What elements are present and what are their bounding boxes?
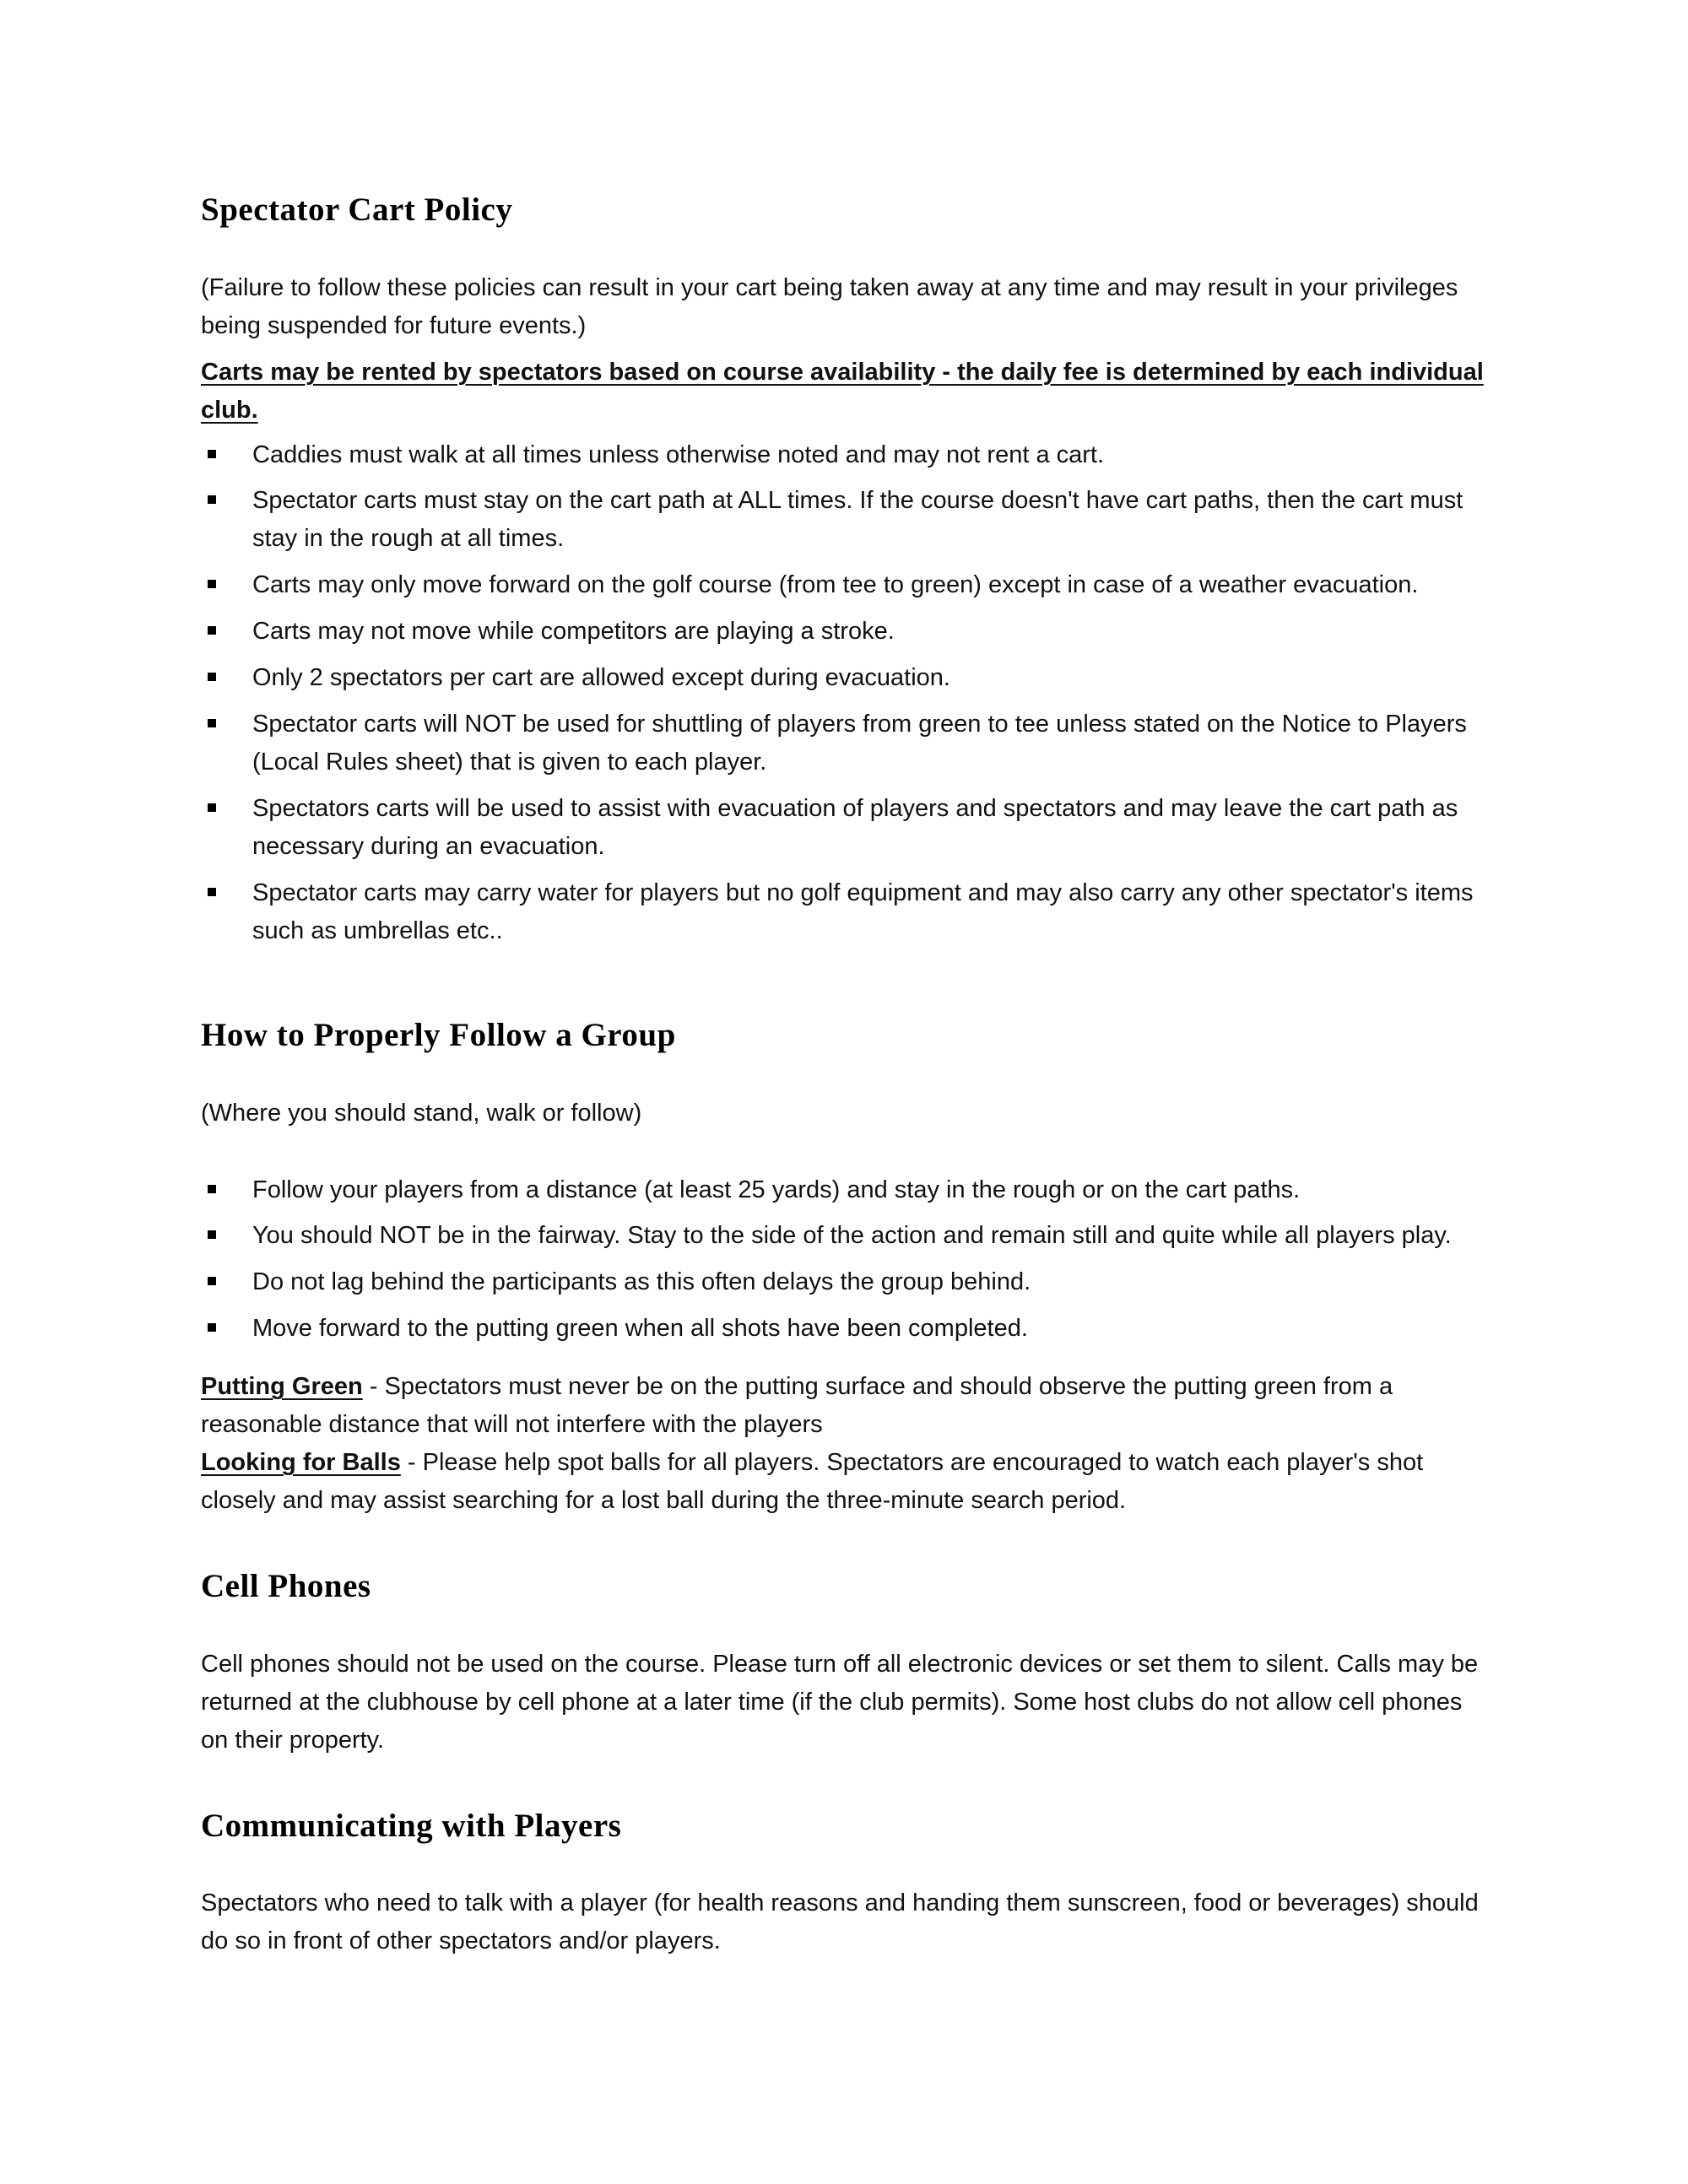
- putting-green-text: - Spectators must never be on the putting surface and should observe the putting green from a reasonable distance that will not interfere with the players: [201, 1373, 1393, 1439]
- list-item-text: Only 2 spectators per cart are allowed except during evacuation.: [252, 664, 950, 692]
- cart-policy-bullet-list: [201, 436, 1485, 950]
- putting-green-paragraph: [201, 1368, 1485, 1444]
- square-bullet-icon: [208, 1185, 216, 1193]
- list-item-text: Caddies must walk at all times unless otherwise noted and may not rent a cart.: [252, 441, 1105, 468]
- square-bullet-icon: [208, 450, 216, 458]
- list-item-text: Carts may not move while competitors are playing a stroke.: [252, 618, 895, 646]
- list-item: [201, 874, 1485, 950]
- list-item: [201, 705, 1485, 781]
- heading-spectator-cart-policy: Spectator Cart Policy: [201, 192, 513, 228]
- section-spectator-cart-policy: [201, 191, 1485, 950]
- heading-cell-phones: Cell Phones: [201, 1568, 371, 1605]
- list-item-text: Follow your players from a distance (at least 25 yards) and stay in the rough or on the cart paths.: [252, 1176, 1301, 1203]
- list-item: [201, 436, 1485, 474]
- looking-for-balls-text: - Please help spot balls for all players. Spectators are encouraged to watch each player's shot closely and may assist searching for a lost ball during the three-minute search period.: [201, 1449, 1424, 1515]
- looking-for-balls-paragraph: [201, 1444, 1485, 1520]
- square-bullet-icon: [208, 1230, 216, 1239]
- putting-green-label: Putting Green: [201, 1373, 363, 1401]
- heading-communicating-with-players: Communicating with Players: [201, 1807, 622, 1844]
- list-item-text: Do not lag behind the participants as this often delays the group behind.: [252, 1268, 1031, 1296]
- square-bullet-icon: [208, 803, 216, 812]
- list-item-text: Spectator carts will NOT be used for shuttling of players from green to tee unless stated on the Notice to Players (Local Rules sheet) that is given to each player.: [252, 711, 1467, 776]
- cell-phones-body: Cell phones should not be used on the course. Please turn off all electronic devices or set them to silent. Calls may be returned at the clubhouse by cell phone at a later time (if the club permits). Some host clubs do not allow cell phones on their property.: [201, 1650, 1479, 1754]
- list-item: [201, 1217, 1485, 1255]
- list-item-text: Spectator carts must stay on the cart path at ALL times. If the course doesn't have cart paths, then the cart must stay in the rough at all times.: [252, 487, 1463, 553]
- list-item: [201, 659, 1485, 697]
- section-cell-phones: [201, 1567, 1485, 1760]
- list-item: [201, 613, 1485, 651]
- square-bullet-icon: [208, 1277, 216, 1285]
- list-item: [201, 482, 1485, 558]
- list-item: [201, 1263, 1485, 1301]
- list-item-text: Spectator carts may carry water for players but no golf equipment and may also carry any other spectator's items such as umbrellas etc..: [252, 878, 1474, 944]
- follow-group-intro: (Where you should stand, walk or follow): [201, 1099, 642, 1127]
- looking-for-balls-label: Looking for Balls: [201, 1449, 401, 1477]
- follow-group-bullet-list: [201, 1171, 1485, 1349]
- square-bullet-icon: [208, 580, 216, 588]
- list-item: [201, 566, 1485, 604]
- communicating-body: Spectators who need to talk with a player (for health reasons and handing them sunscreen, food or beverages) should do so in front of other spectators and/or players.: [201, 1889, 1479, 1955]
- heading-follow-a-group: How to Properly Follow a Group: [201, 1016, 676, 1053]
- cart-rental-rule: Carts may be rented by spectators based on course availability - the daily fee is determined by each individual club.: [201, 358, 1484, 424]
- square-bullet-icon: [208, 1323, 216, 1332]
- cart-policy-intro: (Failure to follow these policies can result in your cart being taken away at any time and may result in your privileges being suspended for future events.): [201, 273, 1458, 339]
- section-communicating-with-players: [201, 1807, 1485, 1961]
- list-item: [201, 790, 1485, 866]
- section-follow-a-group: [201, 1016, 1485, 1520]
- list-item: [201, 1310, 1485, 1348]
- square-bullet-icon: [208, 626, 216, 635]
- list-item-text: Spectators carts will be used to assist with evacuation of players and spectators and may leave the cart path as necessary during an evacuation.: [252, 795, 1458, 860]
- square-bullet-icon: [208, 495, 216, 504]
- list-item-text: Move forward to the putting green when all shots have been completed.: [252, 1315, 1028, 1343]
- list-item-text: Carts may only move forward on the golf course (from tee to green) except in case of a weather evacuation.: [252, 571, 1419, 599]
- list-item-text: You should NOT be in the fairway. Stay to the side of the action and remain still and quite while all players play.: [252, 1222, 1452, 1250]
- square-bullet-icon: [208, 719, 216, 727]
- square-bullet-icon: [208, 888, 216, 896]
- square-bullet-icon: [208, 673, 216, 681]
- list-item: [201, 1171, 1485, 1209]
